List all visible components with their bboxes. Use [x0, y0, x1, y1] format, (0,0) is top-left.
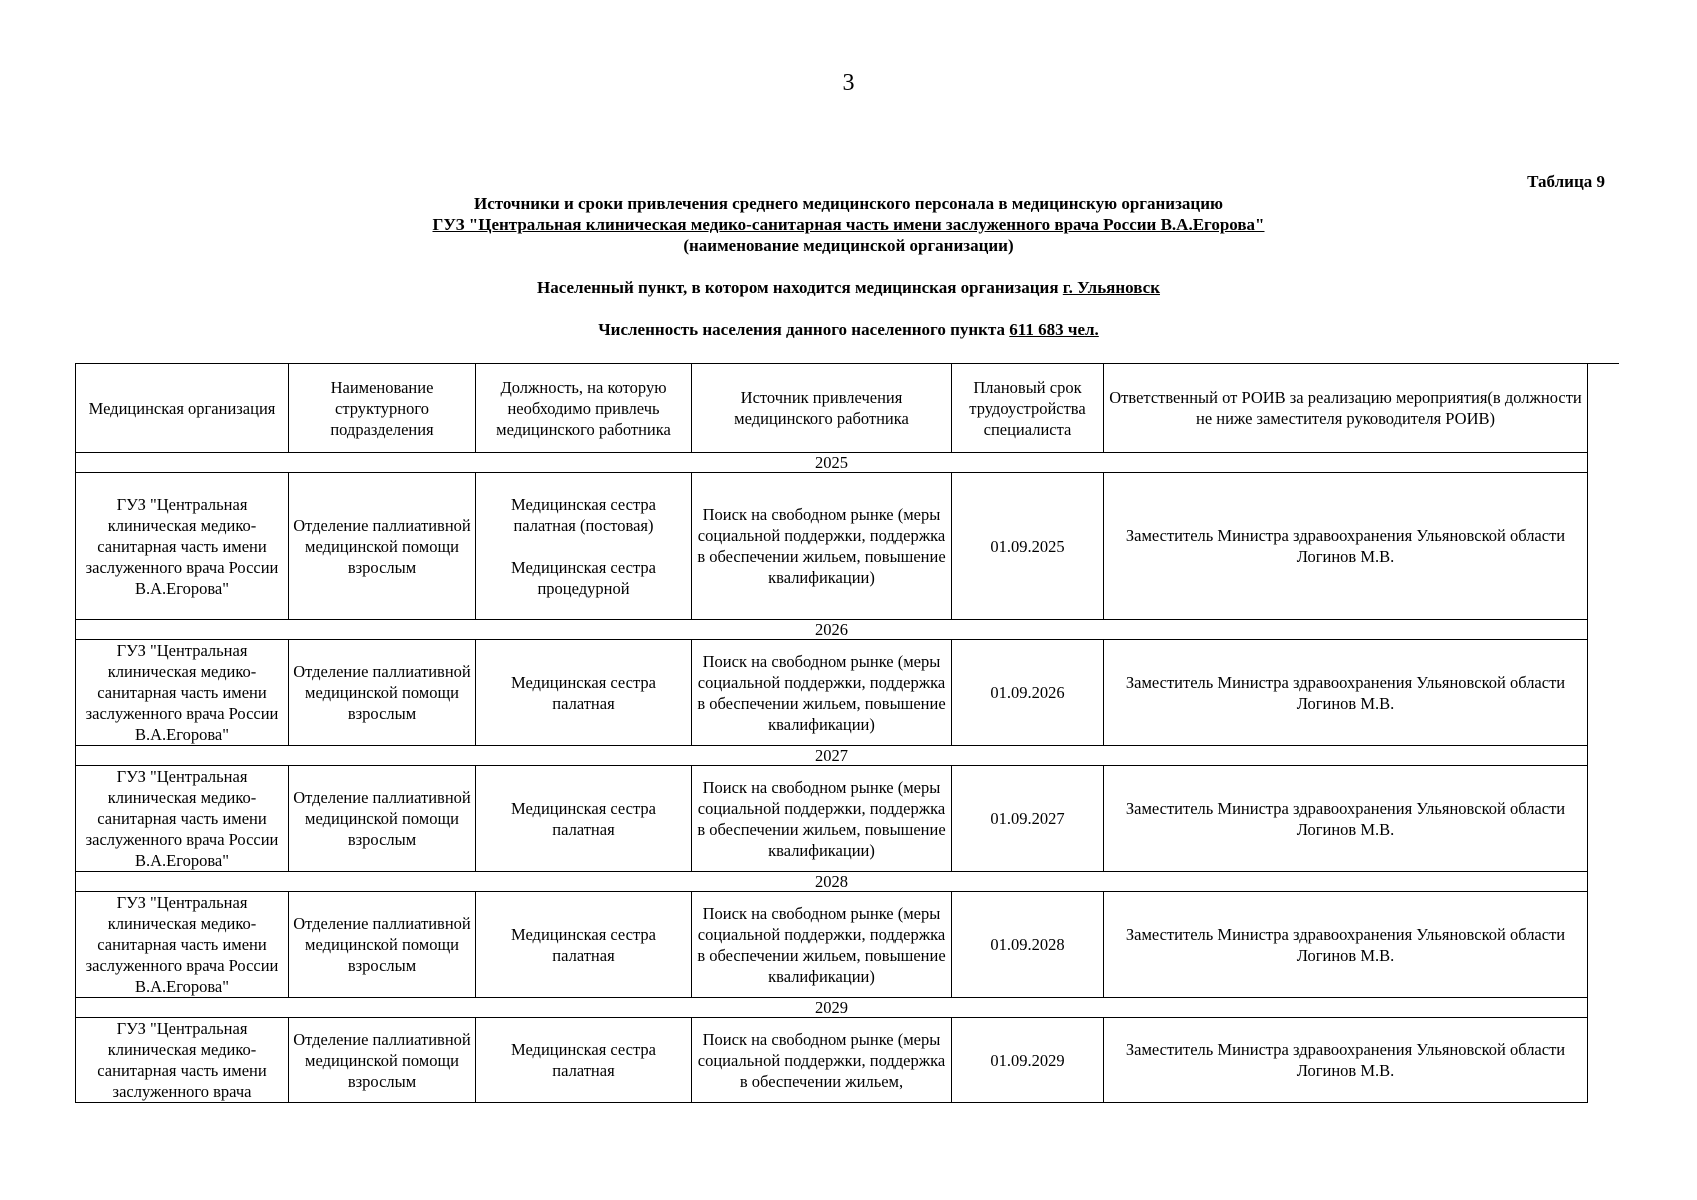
- cell-position: Медицинская сестра палатная: [476, 1018, 692, 1103]
- cell-organization: ГУЗ "Центральная клиническая медико-санитарная часть имени заслуженного врача России В.А.Егорова": [76, 640, 289, 746]
- population-value: 611 683 чел.: [1009, 320, 1099, 339]
- organization-name: [0, 214, 1697, 235]
- table-header-row: [76, 364, 1588, 453]
- header-source: Источник привлечения медицинского работника: [692, 364, 952, 453]
- cell-planned-date: 01.09.2025: [952, 473, 1104, 620]
- year-row: [76, 620, 1588, 640]
- year-label: 2026: [76, 620, 1588, 640]
- cell-planned-date: 01.09.2026: [952, 640, 1104, 746]
- header-responsible: Ответственный от РОИВ за реализацию мероприятия(в должности не ниже заместителя руководителя РОИВ): [1104, 364, 1588, 453]
- cell-source: Поиск на свободном рынке (меры социальной поддержки, поддержка в обеспечении жильем, повышение квалификации): [692, 766, 952, 872]
- cell-responsible: Заместитель Министра здравоохранения Ульяновской области Логинов М.В.: [1104, 473, 1588, 620]
- cell-position: [476, 473, 692, 620]
- cell-organization: ГУЗ "Центральная клиническая медико-санитарная часть имени заслуженного врача России В.А.Егорова": [76, 892, 289, 998]
- cell-responsible: Заместитель Министра здравоохранения Ульяновской области Логинов М.В.: [1104, 766, 1588, 872]
- organization-name-text: ГУЗ "Центральная клиническая медико-санитарная часть имени заслуженного врача России В.А.Егорова": [432, 215, 1265, 234]
- cell-planned-date: 01.09.2027: [952, 766, 1104, 872]
- cell-responsible: Заместитель Министра здравоохранения Ульяновской области Логинов М.В.: [1104, 892, 1588, 998]
- settlement-line: [0, 277, 1697, 298]
- cell-responsible: Заместитель Министра здравоохранения Ульяновской области Логинов М.В.: [1104, 640, 1588, 746]
- table-row: [76, 766, 1588, 872]
- settlement-label: Населенный пункт, в котором находится медицинская организация: [537, 278, 1059, 297]
- cell-position: Медицинская сестра палатная: [476, 640, 692, 746]
- cell-department: Отделение паллиативной медицинской помощи взрослым: [289, 892, 476, 998]
- year-label: 2025: [76, 453, 1588, 473]
- population-label: Численность населения данного населенного пункта: [598, 320, 1006, 339]
- cell-department: Отделение паллиативной медицинской помощи взрослым: [289, 473, 476, 620]
- cell-planned-date: 01.09.2028: [952, 892, 1104, 998]
- cell-position: Медицинская сестра палатная: [476, 892, 692, 998]
- organization-caption: (наименование медицинской организации): [683, 236, 1014, 255]
- cell-responsible: Заместитель Министра здравоохранения Ульяновской области Логинов М.В.: [1104, 1018, 1588, 1103]
- cell-organization: ГУЗ "Центральная клиническая медико-санитарная часть имени заслуженного врача России В.А.Егорова": [76, 766, 289, 872]
- year-label: 2028: [76, 872, 1588, 892]
- table-border-extension: [1587, 363, 1619, 364]
- header-organization: Медицинская организация: [76, 364, 289, 453]
- cell-position-2: Медицинская сестра процедурной: [511, 557, 656, 598]
- header-department: Наименование структурного подразделения: [289, 364, 476, 453]
- table-row: [76, 892, 1588, 998]
- year-label: 2029: [76, 998, 1588, 1018]
- cell-source: Поиск на свободном рынке (меры социальной поддержки, поддержка в обеспечении жильем, повышение квалификации): [692, 640, 952, 746]
- cell-department: Отделение паллиативной медицинской помощи взрослым: [289, 640, 476, 746]
- cell-position: Медицинская сестра палатная: [476, 766, 692, 872]
- year-row: [76, 746, 1588, 766]
- page-number: 3: [842, 70, 855, 96]
- year-row: [76, 998, 1588, 1018]
- staffing-table: [75, 363, 1588, 1103]
- cell-department: Отделение паллиативной медицинской помощи взрослым: [289, 766, 476, 872]
- cell-department: Отделение паллиативной медицинской помощи взрослым: [289, 1018, 476, 1103]
- table-row: [76, 473, 1588, 620]
- population-line: [0, 319, 1697, 340]
- cell-source: Поиск на свободном рынке (меры социальной поддержки, поддержка в обеспечении жильем,: [692, 1018, 952, 1103]
- header-position: Должность, на которую необходимо привлечь медицинского работника: [476, 364, 692, 453]
- document-title: Источники и сроки привлечения среднего медицинского персонала в медицинскую организацию: [473, 194, 1224, 213]
- header-planned-date: Плановый срок трудоустройства специалиста: [952, 364, 1104, 453]
- cell-organization: ГУЗ "Центральная клиническая медико-санитарная часть имени заслуженного врача России В.А.Егорова": [76, 473, 289, 620]
- cell-source: Поиск на свободном рынке (меры социальной поддержки, поддержка в обеспечении жильем, повышение квалификации): [692, 473, 952, 620]
- cell-planned-date: 01.09.2029: [952, 1018, 1104, 1103]
- cell-source: Поиск на свободном рынке (меры социальной поддержки, поддержка в обеспечении жильем, повышение квалификации): [692, 892, 952, 998]
- year-row: [76, 453, 1588, 473]
- table-label: Таблица 9: [1527, 172, 1605, 191]
- settlement-value: г. Ульяновск: [1062, 278, 1160, 297]
- cell-position-1: Медицинская сестра палатная (постовая): [511, 494, 656, 535]
- cell-organization: ГУЗ "Центральная клиническая медико-санитарная часть имени заслуженного врача: [76, 1018, 289, 1103]
- table-row: [76, 640, 1588, 746]
- table-row: [76, 1018, 1588, 1103]
- year-label: 2027: [76, 746, 1588, 766]
- year-row: [76, 872, 1588, 892]
